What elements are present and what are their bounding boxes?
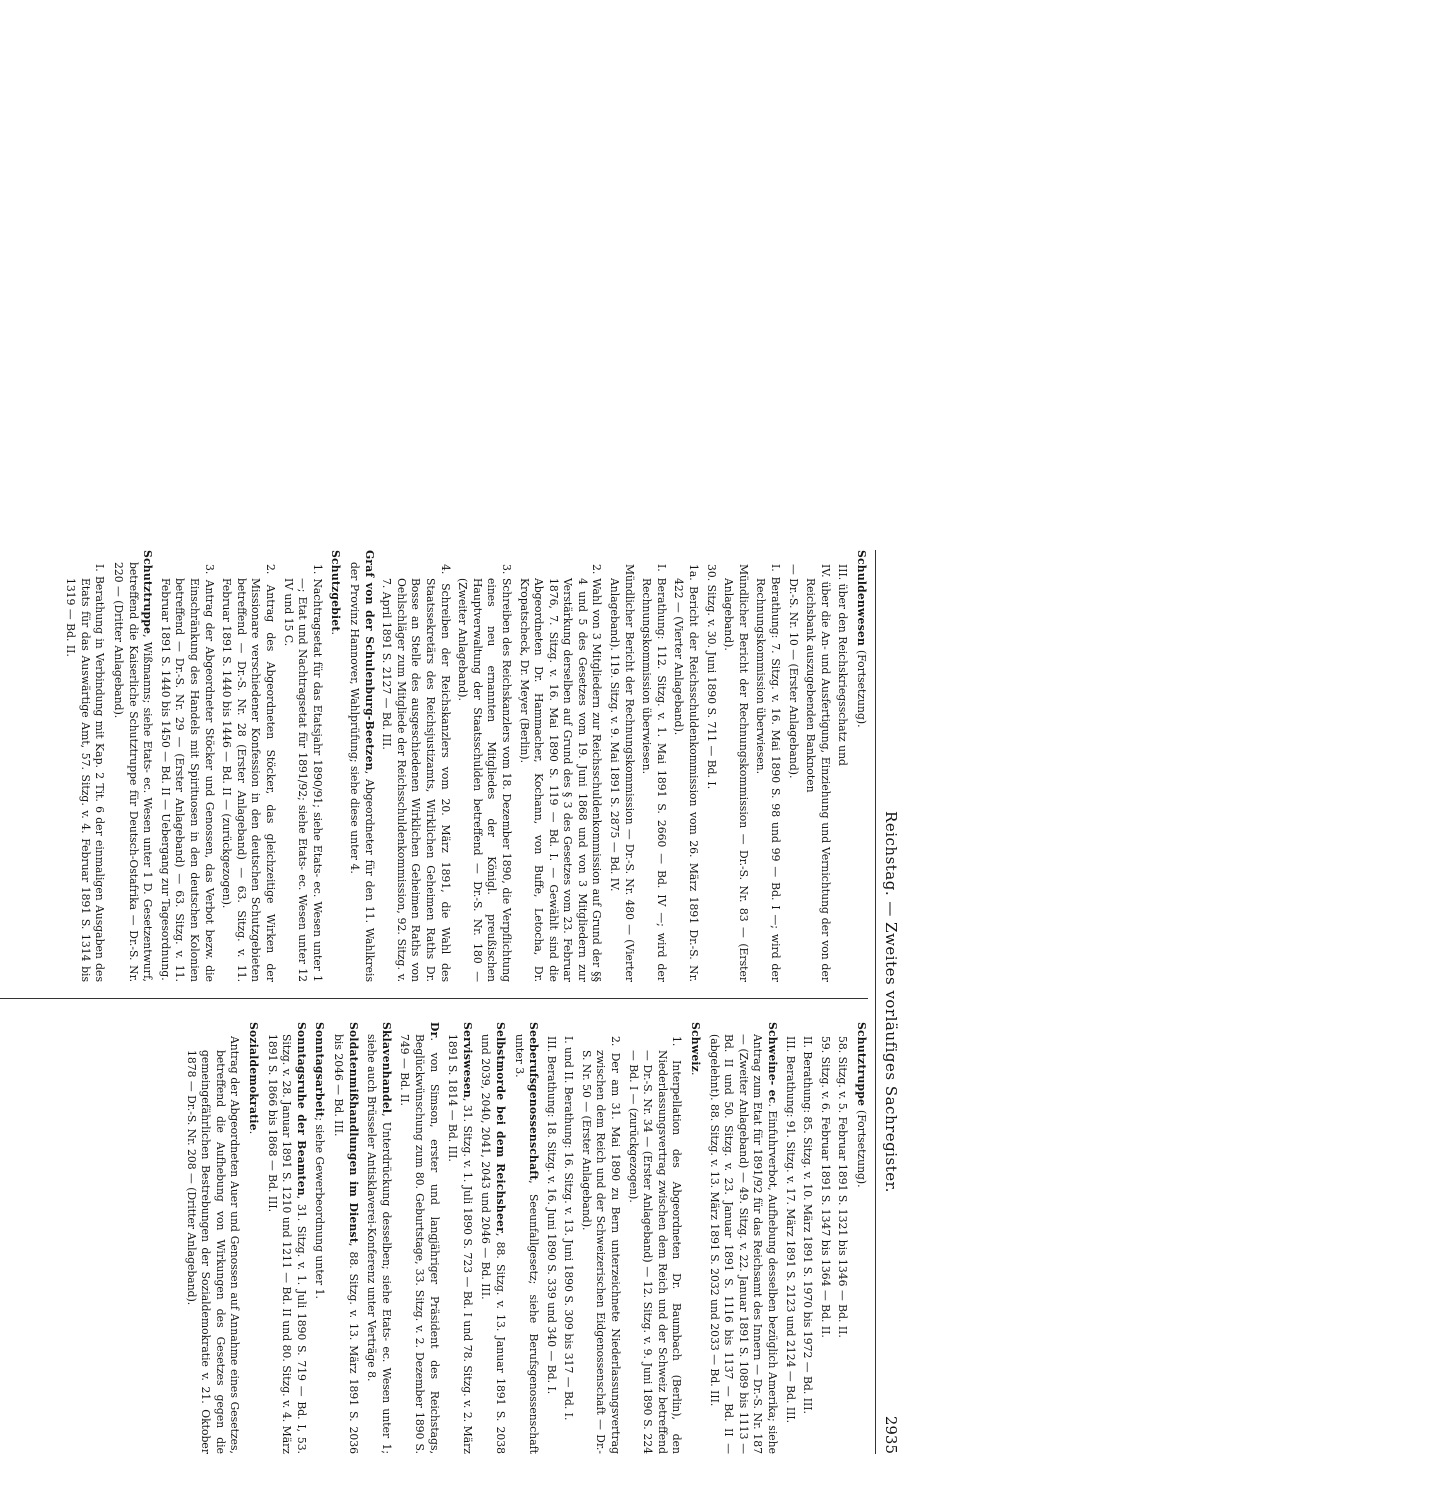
register-subentry: I. Berathung in Verbindung mit Kap. 2 Tit. 6 der einmaligen Ausgaben des Etats für das Auswärtige Amt, 57. Sitzg. v. 4. Februar 1891 S. 1314 bis 1319 — Bd. II.	[64, 564, 107, 982]
entry-headword: Selbstmorde bei dem Reichsheer	[493, 1022, 507, 1233]
entry-headword: Schweiz	[689, 1022, 703, 1073]
register-entry: Soldatenmißhandlungen im Dienst, 88. Sitzg. v. 13. März 1891 S. 2036 bis 2046 — Bd. III.	[332, 1022, 360, 1454]
register-entry: Selbstmorde bei dem Reichsheer, 88. Sitzg. v. 13. Januar 1891 S. 2038 und 2039, 2040, 2041, 2043 und 2046 — Bd. III.	[479, 1022, 507, 1454]
register-subentry: III. über den Reichskriegsschatz und	[836, 564, 850, 766]
register-entry: Schutzgebiet.	[329, 550, 343, 635]
register-subentry: 58. Sitzg. v. 5. Februar 1891 S. 1321 bis 1346 — Bd. II.	[836, 1036, 850, 1338]
entry-headword: Serviswesen	[460, 1022, 474, 1098]
register-entry: Sklavenhandel, Unterdrückung desselben; siehe Etats- ec. Wesen unter 1; siehe auch Brüsseler Antisklaverei-Konferenz unter Verträge 8.	[365, 1022, 393, 1454]
register-subentry: 2. Wahl von 3 Mitgliedern zur Reichsschuldenkommission auf Grund der §§ 4 und 5 des Gesetzes vom 19. Juni 1868 und von 3 Mitgliedern zur Verstärkung derselben auf Grund des § 3 des Gesetzes vom 23. Februar 1876, 7. Sitzg. v. 16. Mai 1890 S. 119 — Bd. I. — Gewählt sind die Abgeordneten Dr. Hammacher, Kochann, von Buffe, Letocha, Dr. Kropatscheck, Dr. Meyer (Berlin).	[517, 564, 604, 982]
register-entry: Schweine- ec. Einfuhrverbot, Aufhebung desselben bezüglich Amerika; siehe Antrag zum Etat für 1891/92 für das Reichsamt des Innern — Dr.-S. Nr. 187 — (Zweiter Anlageband) — 49. Sitzg. v. 22. Januar 1891 S. 1089 bis 1113 — Bd. II und 50. Sitzg. v. 23. Januar 1891 S. 1116 bis 1137 — Bd. II — (abgelehnt). 88. Sitzg. v. 13. März 1891 S. 2032 und 2033 — Bd. III.	[707, 1022, 780, 1454]
column-divider	[0, 998, 868, 999]
register-subentry: 4. Schreiben der Reichskanzlers vom 20. März 1891, die Wahl des Staatssekretärs des Reichsjustizamts, Wirklichen Geheimen Raths Dr. Bosse an Stelle des ausgeschiedenen Wirklichen Geheimen Raths von Oehlschläger zum Mitgliede der Reichsschuldenkommission, 92. Sitzg. v. 7. April 1891 S. 2127 — Bd. III.	[380, 564, 452, 982]
register-entry: Sonntagsarbeit; siehe Gewerbeordnung unter 1.	[313, 1022, 327, 1299]
running-header	[872, 550, 900, 1454]
register-subentry: II. Berathung: 85. Sitzg. v. 10. März 1891 S. 1970 bis 1972 — Bd. III.	[801, 1036, 815, 1414]
register-subentry: Antrag der Abgeordneten Auer und Genossen auf Annahme eines Gesetzes, betreffend die Aufhebung von Wirkungen des Gesetzes gegen die gemeingefährlichen Bestrebungen der Sozialdemokratie v. 21. Oktober 1878 — Dr.-S. Nr. 208 — (Dritter Anlageband).	[184, 1036, 242, 1454]
entry-headword: Sozialdemokratie	[247, 1022, 261, 1131]
register-entry: Schutztruppe, Wißmanns; siehe Etats- ec. Wesen unter 1 D. Gesetzentwurf, betreffend die Kaiserliche Schutztruppe für Deutsch-Ostafrika — Dr.-S. Nr. 220 — (Dritter Anlageband).	[112, 550, 155, 982]
register-subentry: IV. über die An- und Ausfertigung, Einziehung und Vernichtung der von der Reichsbank auszugebenden Banknoten	[804, 564, 832, 982]
entry-headword: Schweine- ec	[766, 1022, 780, 1104]
register-subentry: — Dr.-S. Nr. 10 — (Erster Anlageband).	[786, 564, 800, 779]
register-entry: Graf von der Schulenburg-Beetzen, Abgeordneter für den 11. Wahlkreis der Provinz Hannover, Wahlprüfung; siehe diese unter 4.	[348, 550, 376, 982]
entry-headword: Sklavenhandel	[379, 1022, 393, 1114]
header-rule	[875, 550, 876, 1454]
entry-headword: Schutztruppe	[141, 550, 155, 635]
register-subentry: I. und II. Berathung: 16. Sitzg. v. 13. Juni 1890 S. 309 bis 317 — Bd. I.	[562, 1036, 576, 1421]
page-number: 2935	[882, 1415, 900, 1454]
register-subentry: Mündlicher Bericht der Rechnungskommission — Dr.-S. Nr. 83 — (Erster Anlageband).	[722, 564, 750, 982]
entry-headword: Seeberufsgenossenschaft	[527, 1022, 541, 1181]
register-subentry: I. Berathung: 112. Sitzg. v. 1. Mai 1891 S. 2660 — Bd. IV —; wird der Rechnungskommission überwiesen.	[640, 564, 668, 982]
register-subentry: III. Berathung: 18. Sitzg. v. 16. Juni 1890 S. 339 und 340 — Bd. I.	[544, 1036, 558, 1395]
register-entry: Sonntagsruhe der Beamten, 31. Sitzg. v. 1. Juli 1890 S. 719 — Bd. I, 53. Sitzg. v. 28. Januar 1891 S. 1210 und 1211 — Bd. II und 80. Sitzg. v. 4. März 1891 S. 1866 bis 1868 — Bd. III.	[265, 1022, 308, 1454]
register-subentry: 59. Sitzg. v. 6. Februar 1891 S. 1347 bis 1364 — Bd. II.	[818, 1036, 832, 1338]
register-subentry: 3. Schreiben des Reichskanzlers vom 18. Dezember 1890, die Verpflichtung eines neu ernannten Mitgliedes der Königl. preußischen Hauptverwaltung der Staatsschulden betreffend — Dr.-S. Nr. 180 — (Zweiter Anlageband).	[456, 564, 513, 982]
left-column	[0, 550, 868, 982]
register-subentry: 1a. Bericht der Reichsschuldenkommission vom 26. März 1891 Dr.-S. Nr. 422 — (Vierter Anlageband).	[672, 564, 701, 982]
register-entry: Seeberufsgenossenschaft, Seeunfallgesetz; siehe Berufsgenossenschaft unter 3.	[512, 1022, 541, 1454]
register-entry: Serviswesen, 31. Sitzg. v. 1. Juli 1890 S. 723 — Bd. I und 78. Sitzg. v. 2. März 1891 S. 1814 — Bd. III.	[446, 1022, 474, 1454]
register-subentry: Mündlicher Bericht der Rechnungskommission — Dr.-S. Nr. 480 — (Vierter Anlageband). 119. Sitzg. v. 9. Mai 1891 S. 2875 — Bd. IV.	[608, 564, 636, 982]
rotated-page-scan	[0, 502, 930, 1502]
entry-headword: Soldatenmißhandlungen im Dienst	[346, 1022, 360, 1244]
register-entry: Sozialdemokratie.	[247, 1022, 261, 1135]
register-subentry: 30. Sitzg. v. 30. Juni 1890 S. 711 — Bd. I.	[704, 564, 718, 790]
entry-headword: Sonntagsruhe der Beamten	[294, 1022, 308, 1196]
register-entry: Schuldenwesen (Fortsetzung).	[855, 550, 868, 728]
entry-headword: Schutztruppe	[855, 1022, 868, 1111]
page-title: Reichstag. — Zweites vorläufiges Sachregister.	[882, 811, 900, 1193]
register-subentry: 1. Nachtragsetat für das Etatsjahr 1890/91; siehe Etats- ec. Wesen unter 1 —; Etat und Nachtragsetat für 1891/92; siehe Etats- ec. Wesen unter 12 IV und 15 C.	[281, 564, 324, 982]
register-entry: Schutztruppe (Fortsetzung).	[855, 1022, 868, 1188]
entry-headword: Schuldenwesen	[855, 550, 868, 650]
register-subentry: 3. Antrag der Abgeordneter Stöcker und Genossen, das Verbot bezw. die Einschränkung des Handels mit Spirituosen in den deutschen Kolonien betreffend — Dr.-S. Nr. 29 — (Erster Anlageband) — 63. Sitzg. v. 11. Februar 1891 S. 1440 bis 1450 — Bd. II — Uebergang zur Tagesordnung.	[158, 564, 216, 982]
entry-headword: Graf von der Schulenburg-Beetzen	[362, 550, 376, 771]
entry-headword: Dr	[427, 1022, 441, 1038]
register-subentry: 1. Interpellation des Abgeordneten Dr. Baumbach (Berlin), den Niederlassungsvertrag zwischen dem Reich und der Schweiz betreffend — Dr.-S. Nr. 34 — (Erster Anlageband) — 12. Sitzg. v. 9. Juni 1890 S. 224 — Bd. I — (zurückgezogen).	[626, 1036, 684, 1454]
register-subentry: III. Berathung: 91. Sitzg. v. 17. März 1891 S. 2123 und 2124 — Bd. III.	[783, 1036, 797, 1424]
register-entry: Dr. von Simson, erster und langjähriger Präsident des Reichstags, Beglückwünschung zum 80. Geburtstage, 33. Sitzg. v. 2. Dezember 1890 S. 749 — Bd. II.	[398, 1022, 441, 1454]
entry-headword: Sonntagsarbeit	[313, 1022, 327, 1118]
register-subentry: 2. Der am 31. Mai 1890 zu Bern unterzeichnete Niederlassungsvertrag zwischen dem Reich und der Schweizerischen Eidgenossenschaft — Dr.-S. Nr. 50 — (Erster Anlageband).	[579, 1036, 623, 1454]
register-subentry: I. Berathung: 7. Sitzg. v. 16. Mai 1890 S. 98 und 99 — Bd. I —; wird der Rechnungskommission überwiesen.	[754, 564, 783, 982]
right-column	[0, 1022, 868, 1454]
entry-headword: Schutzgebiet	[329, 550, 343, 632]
register-entry: Schweiz.	[689, 1022, 703, 1076]
register-subentry: 2. Antrag des Abgeordneten Stöcker, das gleichzeitige Wirken der Missionare verschiedener Konfession in den deutschen Schutzgebieten betreffend — Dr.-S. Nr. 28 (Erster Anlageband) — 63. Sitzg. v. 11. Februar 1891 S. 1440 bis 1446 — Bd. II — (zurückgezogen).	[220, 564, 278, 982]
